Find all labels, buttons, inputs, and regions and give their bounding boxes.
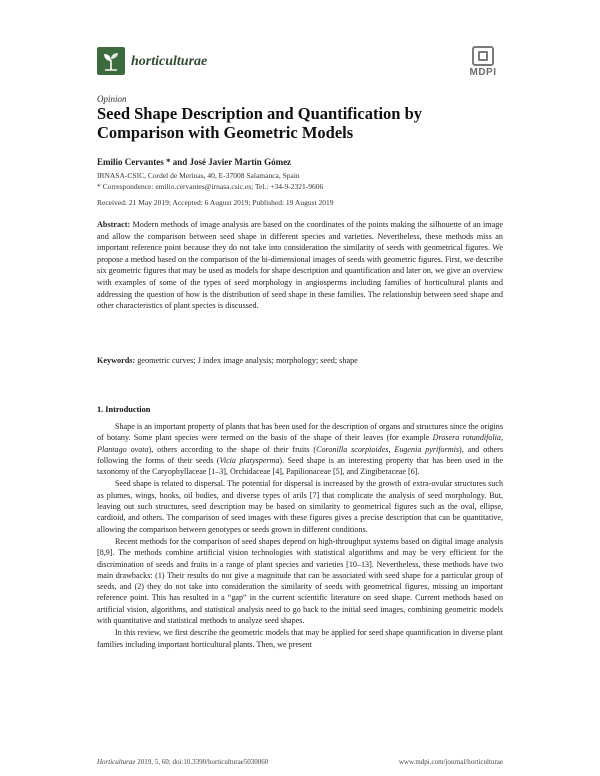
affiliation: IRNASA-CSIC, Cordel de Merinas, 40, E-37008 Salamanca, Spain [97, 171, 300, 180]
journal-logo [97, 47, 125, 75]
author-list: Emilio Cervantes * and José Javier Martín Gómez [97, 157, 292, 167]
correspondence: * Correspondence: emilio.cervantes@irnasa.csic.es; Tel.: +34-9-2321-9606 [97, 182, 324, 191]
publisher-name: MDPI [469, 67, 497, 78]
text-run: ), and others following the forms of their seeds ( [97, 444, 503, 465]
citation-journal: Horticulturae [97, 758, 136, 766]
text-run: ). Seed shape is an interesting property that has been used in the taxonomy of the Caryophyllaceae [1–3], Orchidaceae [4], Papilionaceae [5], and Zingiberaceae [6]. [97, 455, 503, 477]
keywords-text: geometric curves; J index image analysis; morphology; seed; shape [137, 356, 358, 365]
introduction-body [97, 421, 503, 651]
abstract [97, 219, 503, 312]
publication-dates: Received: 21 May 2019; Accepted: 6 August 2019; Published: 19 August 2019 [97, 198, 334, 207]
paragraph: In this review, we first describe the geometric models that may be applied for seed shape quantification in diverse plant families including important horticultural plants. Then, we present [97, 628, 503, 649]
article-type: Opinion [97, 94, 127, 104]
species-name: Drosera rotundifolia, Plantago ovata [97, 433, 503, 454]
text-run: Shape is an important property of plants that has been used for the description of organs and structures since the origins of botany. Some plant species were termed on the basis of the shape of their leaves (for example [97, 422, 503, 443]
plant-sprout-icon [97, 47, 125, 75]
section-heading: 1. Introduction [97, 405, 151, 414]
paragraph: Seed shape is related to dispersal. The potential for dispersal is increased by the growth of extra-ovular structures such as plumes, wings, hooks, oil bodies, and diverse types of arils [7] that complicate the analysis of seed morphology. But, leaving out such structures, seed description may be based on similarity to geometrical figures such as the oval, ellipse, cardioid, and others. The comparison of seed images with these figures gives a precise description that can be quantitative, allowing the comparison between genotypes or seeds grown in different conditions. [97, 479, 503, 534]
abstract-text: Modern methods of image analysis are based on the coordinates of the points making the silhouette of an image and allow the comparison between seed shape in different species and varieties. Nevertheless, these methods miss an important reference point because they do not take into consideration the similarity of seeds with geometrical figures. We propose a method based on the comparison of the bi-dimensional images of seeds with geometric figures. First, we describe six geometric figures that may be used as models for shape description and quantification and later on, we give an overview with examples of some of the types of seed morphology in angiosperms including families of horticultural plants and addressing the question of how is the distribution of seed shape in these families. The relationship between seed shape and other characteristics of plant species is discussed. [97, 220, 503, 311]
species-name: Vicia platysperma [219, 455, 280, 465]
paragraph [97, 421, 503, 477]
text-run: ), others according to the shape of their fruits ( [148, 444, 317, 454]
paragraph: Recent methods for the comparison of seed shapes depend on high-throughput systems based on digital image analysis [8,9]. The methods combine artificial vision technologies with statistical algorithms and may be very efficient for the discrimination of seeds and fruits in a range of plant species and varieties [10–13]. Nevertheless, these methods have two main drawbacks: (1) Their results do not give a magnitude that can be associated with seed shape for a particular group of seeds, and (2) they do not take into consideration the similarity of seeds with geometrical figures, missing an important reference point. This has resulted in a “gap” in the current scientific literature on seed shape. Current methods based on artificial vision, algorithms, and statistical analysis need to go back to the initial seed images, combining geometric models with quantitative and statistical methods to analyze seed shapes. [97, 536, 503, 626]
journal-name[interactable]: horticulturae [131, 54, 208, 69]
journal-url[interactable]: www.mdpi.com/journal/horticulturae [398, 758, 503, 766]
abstract-label: Abstract: [97, 220, 131, 229]
article-title: Seed Shape Description and Quantification by Comparison with Geometric Models [97, 104, 423, 142]
keywords [97, 355, 503, 366]
citation [97, 758, 268, 766]
mdpi-mark-icon [472, 46, 494, 66]
keywords-label: Keywords: [97, 356, 136, 365]
publisher-logo[interactable] [463, 46, 503, 78]
species-name: Coronilla scorpioides, Eugenia pyriformis [316, 444, 459, 454]
citation-details: 2019, 5, 60; doi:10.3390/horticulturae5030060 [137, 758, 269, 766]
